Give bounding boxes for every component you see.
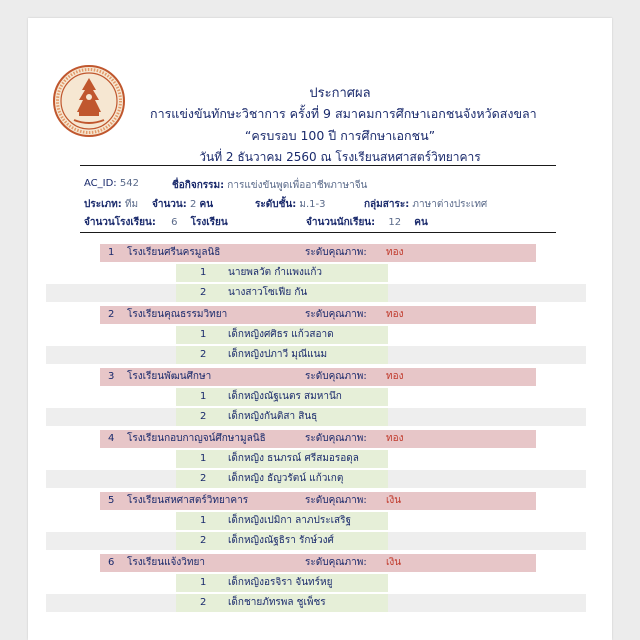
member-number: 2	[200, 473, 207, 484]
level-field: ระดับชั้น: ม.1-3	[255, 199, 326, 210]
member-number: 1	[200, 391, 207, 402]
member-name: เด็กหญิงอรจิรา จันทร์หยู	[228, 577, 333, 588]
school-name: โรงเรียนศรีนครมูลนิธิ	[127, 247, 221, 258]
subject-field: กลุ่มสาระ: ภาษาต่างประเทศ	[364, 199, 488, 210]
school-name: โรงเรียนพัฒนศึกษา	[127, 371, 212, 382]
member-name: เด็กหญิง ธนภรณ์ ศรีสมอรอดุล	[228, 453, 359, 464]
quality-label: ระดับคุณภาพ:	[305, 371, 367, 382]
header-divider	[80, 165, 556, 166]
member-name: เด็กหญิงเปมิกา ลาภประเสริฐ	[228, 515, 352, 526]
quality-level: ทอง	[386, 309, 404, 320]
member-number: 2	[200, 287, 207, 298]
quality-level: ทอง	[386, 433, 404, 444]
member-name: เด็กหญิง ธัญวรัตน์ แก้วเกตุ	[228, 473, 344, 484]
quality-level: ทอง	[386, 371, 404, 382]
member-name: เด็กหญิงศศิธร แก้วสอาด	[228, 329, 334, 340]
quality-label: ระดับคุณภาพ:	[305, 495, 367, 506]
quality-level: ทอง	[386, 247, 404, 258]
school-rank: 2	[108, 309, 115, 320]
quality-label: ระดับคุณภาพ:	[305, 309, 367, 320]
member-name: นางสาวโซเฟีย กัน	[228, 287, 308, 298]
school-rank: 3	[108, 371, 115, 382]
school-name: โรงเรียนแจ้งวิทยา	[127, 557, 205, 568]
competition-title: การแข่งขันทักษะวิชาการ ครั้งที่ 9 สมาคมการศึกษาเอกชนจังหวัดสงขลา	[150, 106, 537, 121]
anniversary-subtitle: “ครบรอบ 100 ปี การศึกษาเอกชน”	[244, 128, 436, 143]
member-name: เด็กหญิงณัฐธิรา รักษ์วงศ์	[228, 535, 334, 546]
student-count: จำนวนนักเรียน: 12 คน	[306, 217, 428, 228]
announcement-title: ประกาศผล	[309, 86, 371, 101]
member-number: 1	[200, 577, 207, 588]
member-number: 1	[200, 453, 207, 464]
association-seal-logo	[52, 64, 126, 138]
quality-label: ระดับคุณภาพ:	[305, 433, 367, 444]
member-number: 1	[200, 515, 207, 526]
quality-label: ระดับคุณภาพ:	[305, 247, 367, 258]
school-count: จำนวนโรงเรียน: 6 โรงเรียน	[84, 217, 228, 228]
member-number: 1	[200, 329, 207, 340]
quality-level: เงิน	[386, 557, 402, 568]
school-rank: 6	[108, 557, 115, 568]
member-name: เด็กหญิงณัฐเนตร สมหานึก	[228, 391, 342, 402]
type-field: ประเภท: ทีม	[84, 199, 139, 210]
school-rank: 1	[108, 247, 115, 258]
activity-name: ชื่อกิจกรรม: การแข่งขันพูดเพื่ออาชีพภาษาจีน	[172, 180, 368, 191]
member-number: 2	[200, 349, 207, 360]
member-number: 2	[200, 535, 207, 546]
school-name: โรงเรียนกอบกาญจน์ศึกษามูลนิธิ	[127, 433, 266, 444]
ac-id: AC_ID: 542	[84, 178, 139, 189]
member-number: 2	[200, 597, 207, 608]
member-number: 1	[200, 267, 207, 278]
quality-level: เงิน	[386, 495, 402, 506]
member-name: เด็กชายภัทรพล ชูเพ็ชร	[228, 597, 326, 608]
info-divider	[80, 232, 556, 233]
school-name: โรงเรียนคุณธรรมวิทยา	[127, 309, 228, 320]
member-name: เด็กหญิงปภาวี มุณีแนม	[228, 349, 328, 360]
count-field: จำนวน: 2 คน	[152, 199, 214, 210]
member-name: เด็กหญิงกันติสา สินธุ	[228, 411, 318, 422]
school-rank: 5	[108, 495, 115, 506]
school-name: โรงเรียนสหศาสตร์วิทยาคาร	[127, 495, 249, 506]
quality-label: ระดับคุณภาพ:	[305, 557, 367, 568]
school-rank: 4	[108, 433, 115, 444]
member-name: นายพลวัต กำแพงแก้ว	[228, 267, 323, 278]
date-venue: วันที่ 2 ธันวาคม 2560 ณ โรงเรียนสหศาสตร์วิทยาคาร	[199, 150, 481, 164]
member-number: 2	[200, 411, 207, 422]
